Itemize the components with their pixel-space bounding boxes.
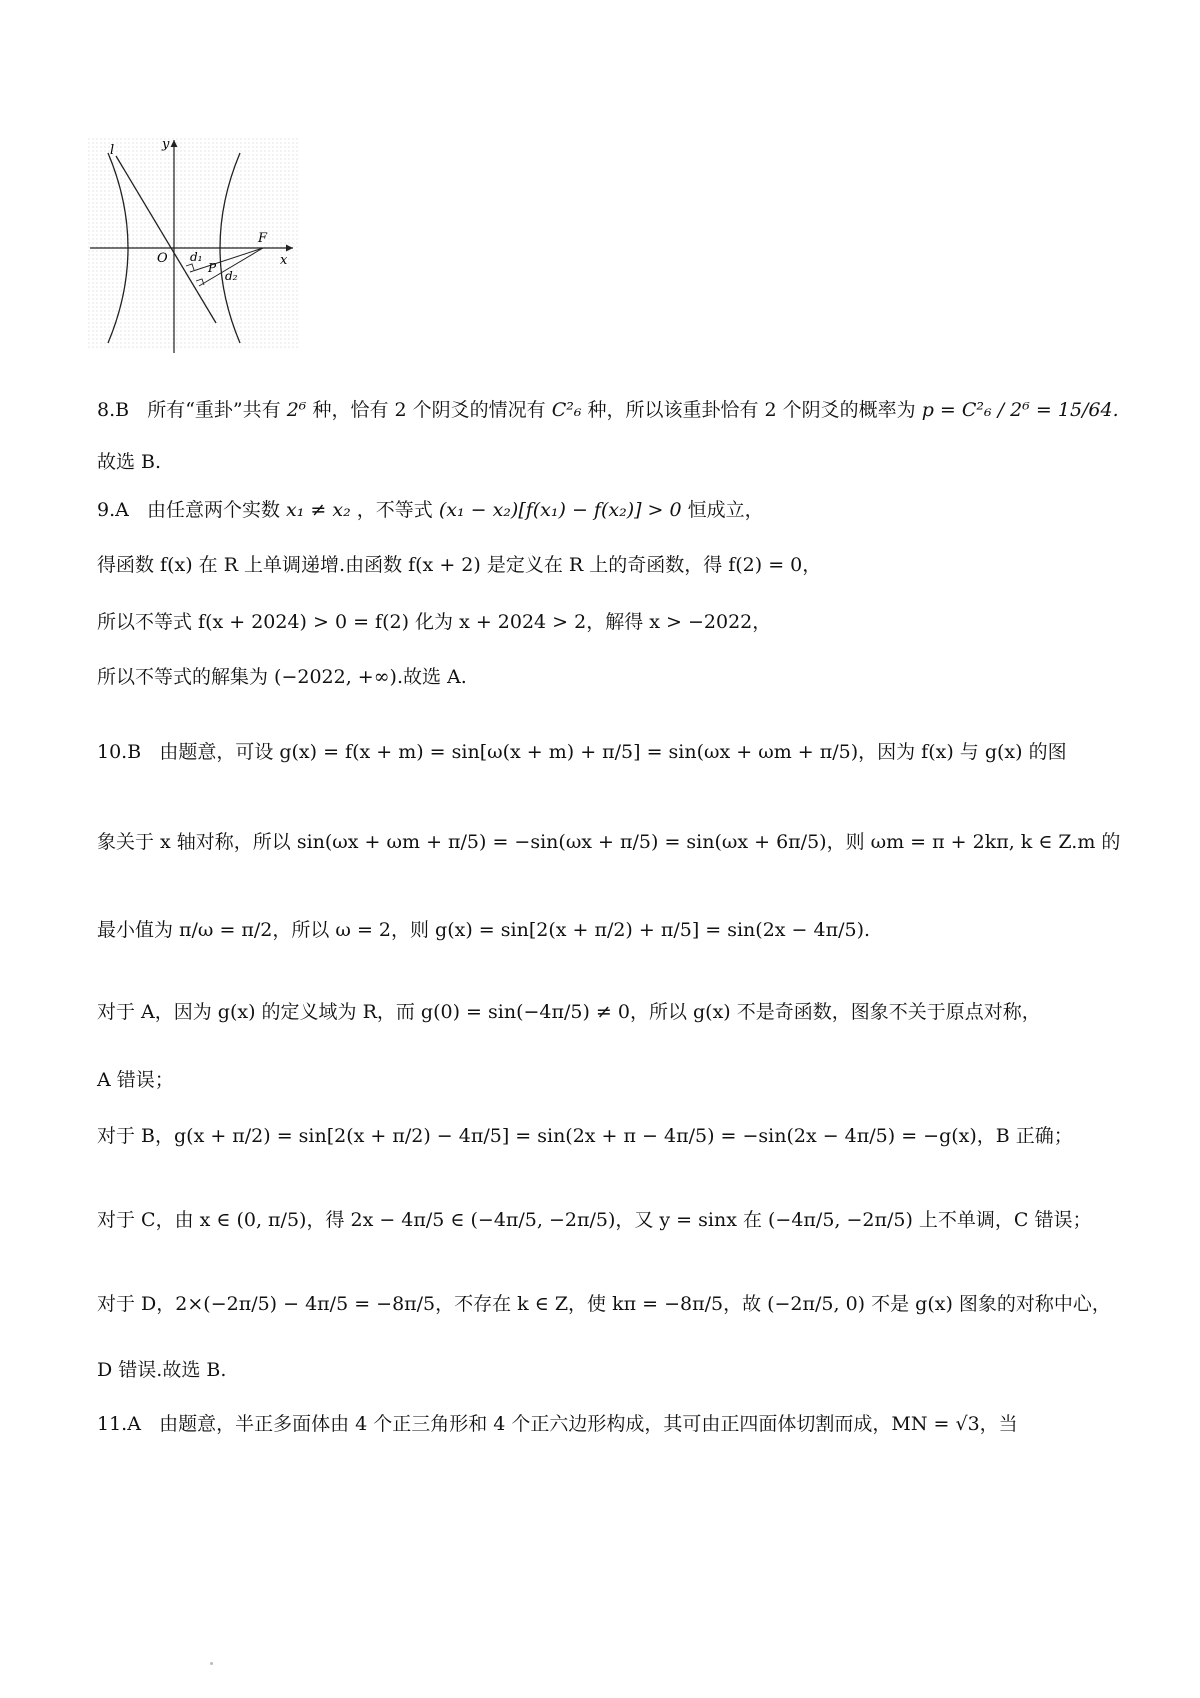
q10-line-2: 象关于 x 轴对称，所以 sin(ωx + ωm + π/5) = −sin(ωx + π/5) = sin(ωx + 6π/5)，则 ωm = π + 2kπ, k ∈ Z.m 的 xyxy=(97,831,1121,853)
label-d1: d₁ xyxy=(190,250,203,264)
label-y: y xyxy=(162,138,170,152)
q9-math-1d: (x₁ − x₂)[f(x₁) − f(x₂)] > 0 xyxy=(438,499,682,521)
q8-power: 2⁶ xyxy=(286,399,307,421)
q10-line-7: 对于 C，由 x ∈ (0, π/5)，得 2x − 4π/5 ∈ (−4π/5, −2π/5)，又 y = sinx 在 (−4π/5, −2π/5) 上不单调，C 错误； xyxy=(97,1209,1092,1231)
q9-text-1c: ，不等式 xyxy=(356,499,433,521)
q10-line-5: A 错误； xyxy=(97,1069,174,1091)
label-O: O xyxy=(157,251,168,266)
label-F: F xyxy=(258,231,268,246)
q8-text-1: 所有“重卦”共有 xyxy=(147,399,281,421)
label-x: x xyxy=(280,253,288,268)
q9-math-1b: x₁ ≠ x₂ xyxy=(286,499,351,521)
q8-conclusion: 故选 B. xyxy=(97,451,162,473)
q8-text-3: 种，所以该重卦恰有 2 个阴爻的概率为 xyxy=(587,399,916,421)
label-l: l xyxy=(110,143,115,158)
q10-line-9: D 错误.故选 B. xyxy=(97,1359,227,1381)
q8-text-2: 种，恰有 2 个阴爻的情况有 xyxy=(312,399,546,421)
q8-formula: p = C²₆ / 2⁶ = 15/64. xyxy=(921,399,1119,421)
q10-line-4: 对于 A，因为 g(x) 的定义域为 R，而 g(0) = sin(−4π/5) ≠ 0，所以 g(x) 不是奇函数，图象不关于原点对称， xyxy=(97,1001,1041,1023)
q10-line-6: 对于 B，g(x + π/2) = sin[2(x + π/2) − 4π/5] = sin(2x + π − 4π/5) = −sin(2x − 4π/5) = −g(x)，B 正确； xyxy=(97,1125,1073,1147)
hyperbola-figure xyxy=(88,138,318,368)
q10-line-8: 对于 D，2×(−2π/5) − 4π/5 = −8π/5，不存在 k ∈ Z，使 kπ = −8π/5，故 (−2π/5, 0) 不是 g(x) 图象的对称中心， xyxy=(97,1293,1111,1315)
q9-number: 9.A xyxy=(97,499,129,521)
q10-line-1 xyxy=(97,740,1120,766)
q9-text-1a: 由任意两个实数 xyxy=(146,499,280,521)
q10-number: 10.B xyxy=(97,741,142,763)
q8-line-2 xyxy=(97,450,1120,476)
q9-line-1 xyxy=(97,498,1120,524)
q8-number: 8.B xyxy=(97,399,130,421)
q10-text-1: 由题意，可设 g(x) = f(x + m) = sin[ω(x + m) + π/5] = sin(ωx + ωm + π/5)，因为 f(x) 与 g(x) 的图 xyxy=(159,741,1067,763)
q10-line-3: 最小值为 π/ω = π/2，所以 ω = 2，则 g(x) = sin[2(x + π/2) + π/5] = sin(2x − 4π/5). xyxy=(97,919,871,941)
label-P: P xyxy=(208,261,217,275)
label-d2: d₂ xyxy=(225,269,238,283)
footer-dot xyxy=(210,1662,213,1665)
q8-combination: C²₆ xyxy=(551,399,582,421)
q8-line-1 xyxy=(97,398,1120,424)
q9-line-2: 得函数 f(x) 在 R 上单调递增.由函数 f(x + 2) 是定义在 R 上的奇函数，得 f(2) = 0， xyxy=(97,554,822,576)
q9-text-1e: 恒成立， xyxy=(687,499,764,521)
q11-line-1 xyxy=(97,1412,1120,1438)
q11-text-1: 由题意，半正多面体由 4 个正三角形和 4 个正六边形构成，其可由正四面体切割而成，MN = √3，当 xyxy=(159,1413,1018,1435)
q9-line-3: 所以不等式 f(x + 2024) > 0 = f(2) 化为 x + 2024 > 2，解得 x > −2022， xyxy=(97,611,772,633)
q9-line-4: 所以不等式的解集为 (−2022, +∞).故选 A. xyxy=(97,666,467,688)
q11-number: 11.A xyxy=(97,1413,141,1435)
